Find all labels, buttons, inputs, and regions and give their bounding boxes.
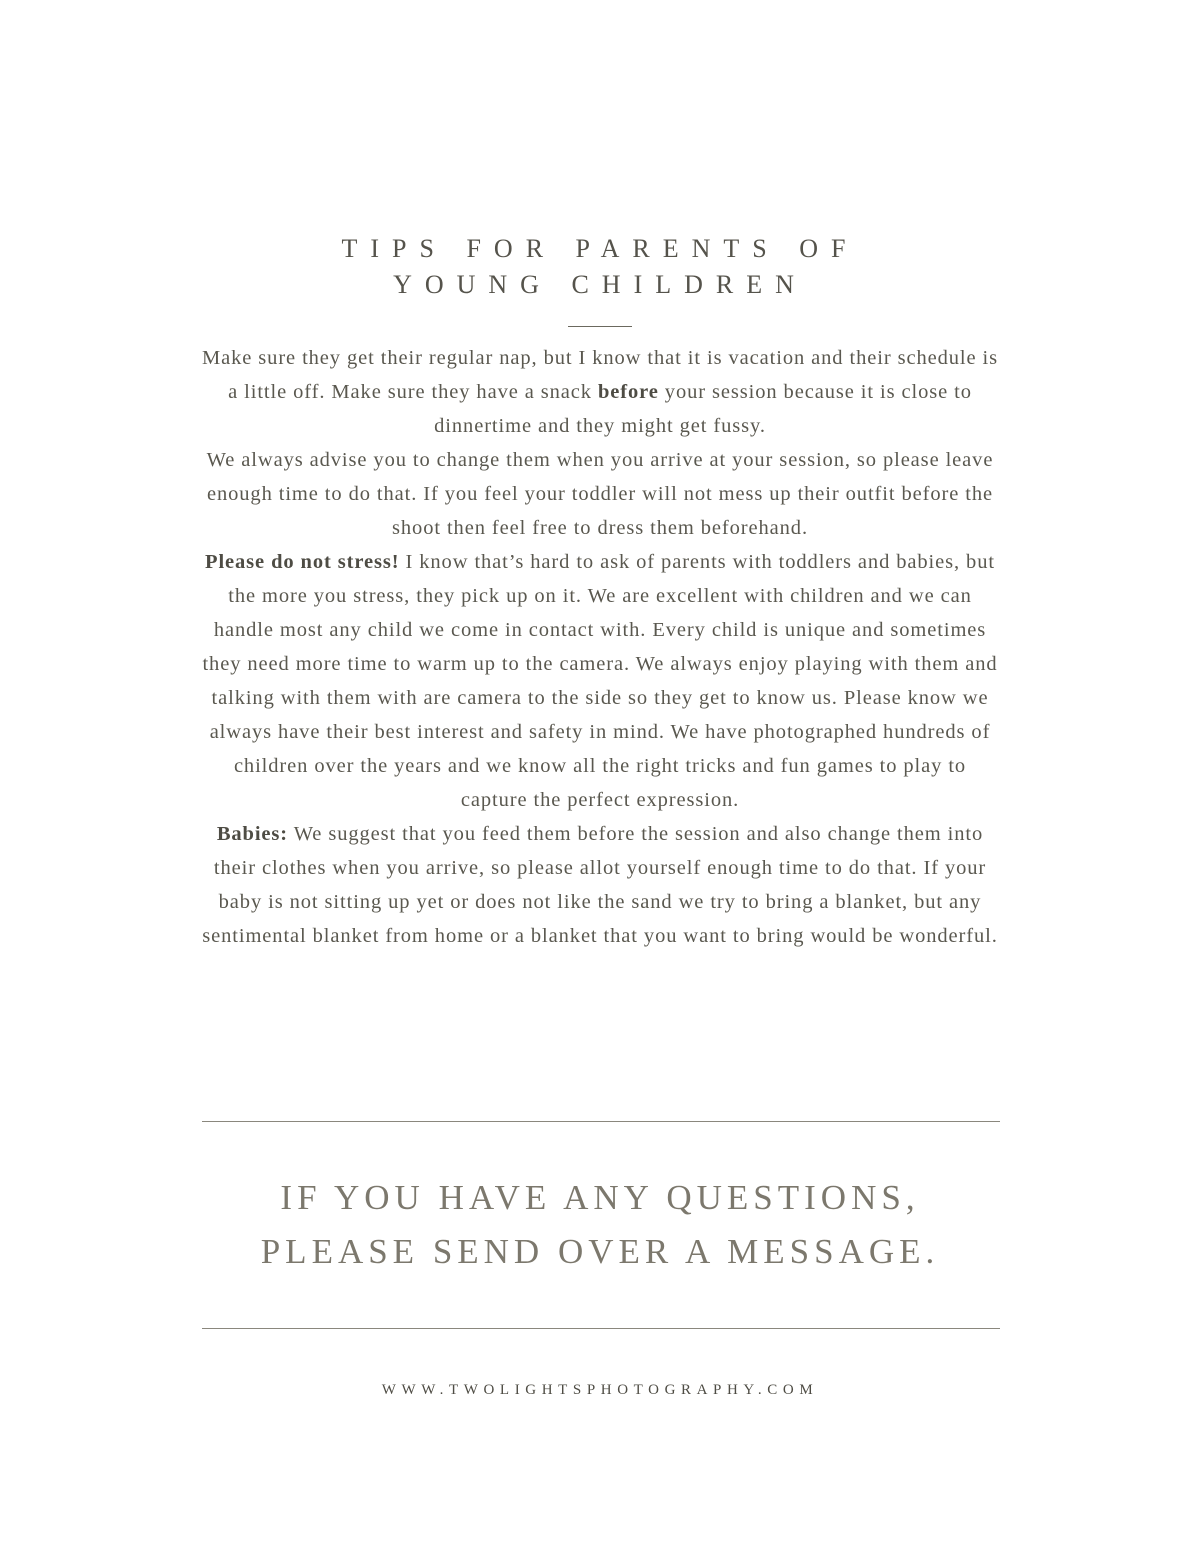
page-title-line-1: TIPS FOR PARENTS OF (341, 234, 859, 263)
section-divider-bottom (202, 1328, 1000, 1329)
bold-emphasis: before (597, 381, 659, 403)
paragraph-text: Make sure they get their regular nap, but I know that it is vacation and their schedule is a little off. Make sure they have a snack (201, 347, 998, 403)
paragraph-text: We always advise you to change them when you arrive at your session, so please leave enough time to do that. If you feel your toddler will not mess up their outfit before the shoot then feel free to dress them beforehand. (206, 449, 994, 539)
tips-body (198, 341, 1002, 953)
paragraph-babies (198, 817, 1002, 953)
paragraph-text: I know that’s hard to ask of parents with toddlers and babies, but the more you stress, they pick up on it. We are excellent with children and we can handle most any child we come in contact with. Every child is unique and sometimes they need more time to warm up to the camera. We always enjoy playing with them and talking with them with are camera to the side so they get to know us. Please know we always have their best interest and safety in mind. We have photographed hundreds of children over the years and we know all the right tricks and fun games to play to capture the perfect expression. (202, 551, 998, 811)
paragraph-do-not-stress (198, 545, 1002, 817)
page-title-line-2: YOUNG CHILDREN (393, 270, 807, 299)
paragraph-text: We suggest that you feed them before the session and also change them into their clothes when you arrive, so please allot yourself enough time to do that. If your baby is not sitting up yet or does not like the sand we try to bring a blanket, but any sentimental blanket from home or a blanket that you want to bring would be wonderful. (202, 823, 998, 947)
paragraph-text: your session because it is close to dinnertime and they might get fussy. (434, 381, 972, 437)
title-divider (568, 326, 632, 327)
paragraph-nap-snack (198, 341, 1002, 443)
website-link[interactable]: WWW.TWOLIGHTSPHOTOGRAPHY.COM (381, 1382, 819, 1398)
cta-line-2: PLEASE SEND OVER A MESSAGE. (260, 1232, 940, 1271)
bold-lead: Babies: (216, 823, 289, 845)
section-divider-top (202, 1121, 1000, 1122)
paragraph-change-clothes (198, 443, 1002, 545)
bold-lead: Please do not stress! (205, 551, 400, 573)
cta-line-1: IF YOU HAVE ANY QUESTIONS, (280, 1178, 920, 1217)
